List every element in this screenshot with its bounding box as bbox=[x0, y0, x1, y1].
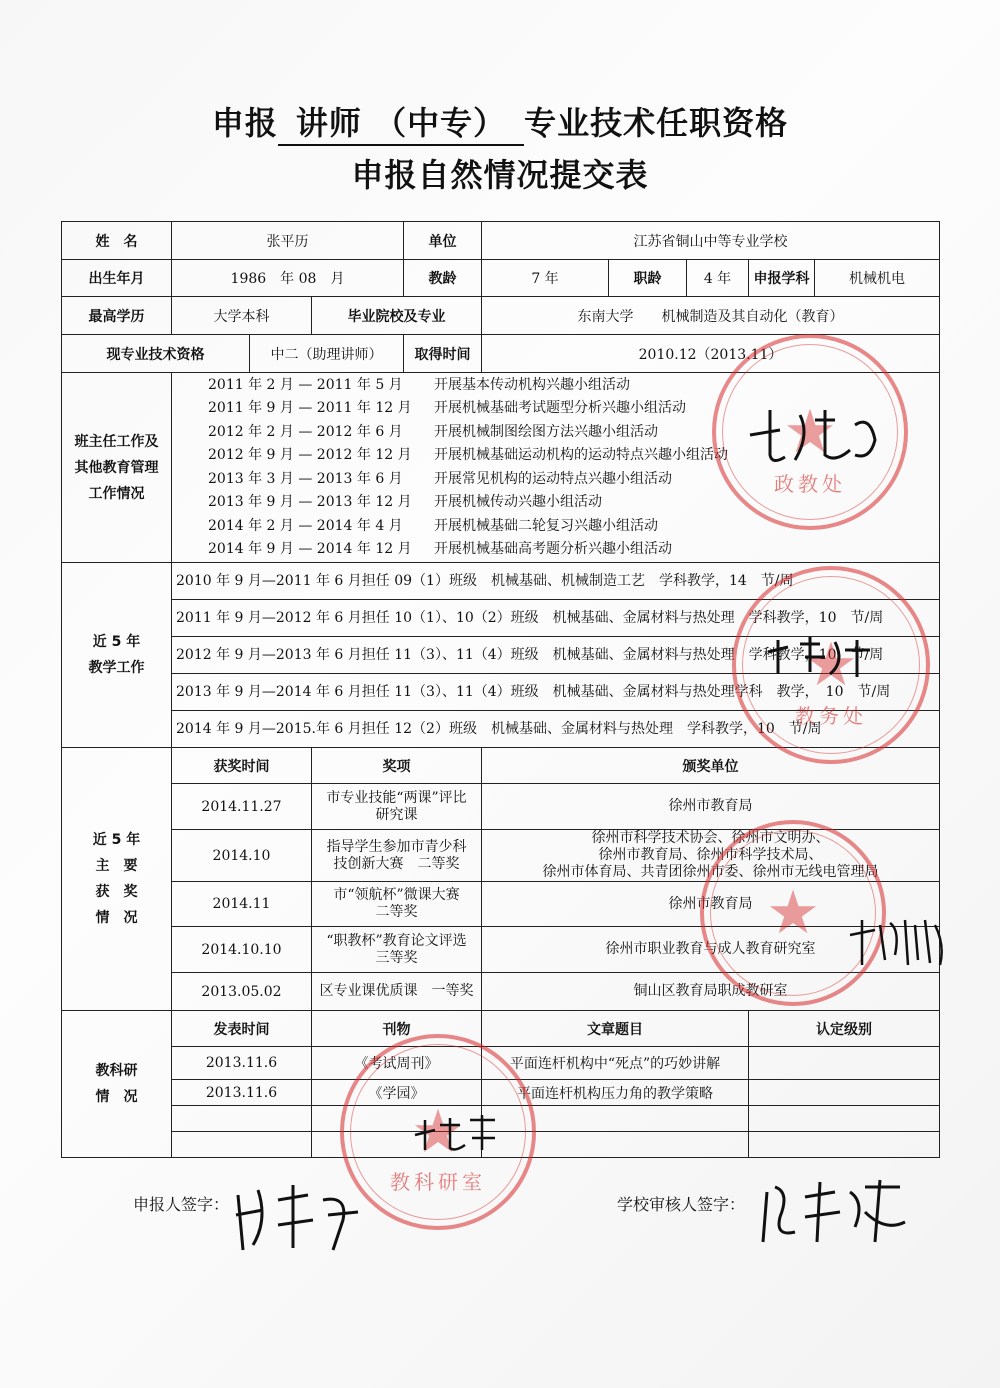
qual-time-label: 取得时间 bbox=[404, 335, 482, 373]
award-item: 市专业技能“两课”评比 研究课 bbox=[312, 784, 482, 830]
award-time: 2014.11 bbox=[172, 882, 312, 927]
qual-value: 中二（助理讲师） bbox=[250, 335, 404, 373]
form-title-line1 bbox=[0, 98, 1000, 146]
unit-label: 单位 bbox=[404, 222, 482, 260]
teach-age-value: 7 年 bbox=[482, 260, 609, 297]
awards-header-item: 奖项 bbox=[312, 748, 482, 784]
school-label: 毕业院校及专业 bbox=[312, 297, 482, 335]
awards-label: 近 5 年 主 要 获 奖 情 况 bbox=[62, 748, 172, 1011]
award-time: 2014.11.27 bbox=[172, 784, 312, 830]
activity-item: 2011 年 9 月 — 2011 年 12 月 开展机械基础考试题型分析兴趣小组活动 bbox=[208, 400, 686, 416]
edu-value: 大学本科 bbox=[172, 297, 312, 335]
title-prefix: 申报 bbox=[211, 104, 278, 142]
activity-item: 2011 年 2 月 — 2011 年 5 月 开展基本传动机构兴趣小组活动 bbox=[208, 376, 630, 393]
edu-label: 最高学历 bbox=[62, 297, 172, 335]
research-journal: 《考试周刊》 bbox=[312, 1047, 482, 1080]
red-seal-stamp: ★ 政教处 bbox=[712, 334, 908, 530]
title-position: 讲师 （中专） bbox=[278, 98, 524, 146]
research-journal: 《学园》 bbox=[312, 1080, 482, 1106]
row-name-unit bbox=[62, 222, 940, 260]
handwritten-signature bbox=[410, 1110, 500, 1155]
form-title-line2: 申报自然情况提交表 bbox=[351, 156, 649, 194]
teaching-item: 2010 年 9 月—2011 年 6 月担任 09（1）班级 机械基础、机械制造工艺 学科教学，14 节/周 bbox=[172, 563, 940, 600]
research-title: 平面连杆机构压力角的教学策略 bbox=[482, 1080, 749, 1106]
activity-item: 2014 年 2 月 — 2014 年 4 月 开展机械基础二轮复习兴趣小组活动 bbox=[208, 517, 658, 534]
award-time: 2014.10.10 bbox=[172, 927, 312, 973]
activity-item: 2012 年 2 月 — 2012 年 6 月 开展机械制图绘图方法兴趣小组活动 bbox=[208, 423, 658, 440]
red-seal-stamp: ★ 教务处 bbox=[732, 566, 930, 764]
red-seal-stamp: ★ 教科研室 bbox=[340, 1034, 536, 1230]
name-value: 张平历 bbox=[172, 222, 404, 260]
research-time: 2013.11.6 bbox=[172, 1047, 312, 1080]
research-header-time: 发表时间 bbox=[172, 1011, 312, 1047]
name-label: 姓 名 bbox=[62, 222, 172, 260]
award-item: 区专业课优质课 一等奖 bbox=[312, 973, 482, 1011]
birth-value: 1986 年 08 月 bbox=[172, 260, 404, 297]
school-value: 东南大学 机械制造及其自动化（教育） bbox=[482, 297, 940, 335]
activity-item: 2012 年 9 月 — 2012 年 12 月 开展机械基础运动机构的运动特点兴趣小组活动 bbox=[208, 447, 728, 463]
red-seal-stamp: ★ bbox=[700, 820, 886, 1006]
award-time: 2014.10 bbox=[172, 830, 312, 882]
subject-value: 机械机电 bbox=[815, 260, 940, 297]
qual-label: 现专业技术资格 bbox=[62, 335, 250, 373]
handwritten-signature bbox=[740, 395, 890, 475]
award-time: 2013.05.02 bbox=[172, 973, 312, 1011]
teach-age-label: 教龄 bbox=[404, 260, 482, 297]
unit-value: 江苏省铜山中等专业学校 bbox=[482, 222, 940, 260]
title-suffix: 专业技术任职资格 bbox=[524, 104, 789, 142]
research-header-title: 文章题目 bbox=[482, 1011, 749, 1047]
research-header-journal: 刊物 bbox=[312, 1011, 482, 1047]
qual-time-value: 2010.12（2013.11） bbox=[482, 335, 940, 373]
handwritten-signature bbox=[228, 1170, 368, 1260]
subject-label: 申报学科 bbox=[749, 260, 815, 297]
award-org: 徐州市职业教育与成人教育研究室 bbox=[482, 927, 940, 973]
teaching-item: 2012 年 9 月—2013 年 6 月担任 11（3）、11（4）班级 机械基础、金属材料与热处理 学科教学，10 节/周 bbox=[172, 637, 940, 674]
teaching-item: 2013 年 9 月—2014 年 6 月担任 11（3）、11（4）班级 机械基础、金属材料与热处理学科 教学， 10 节/周 bbox=[172, 674, 940, 711]
activities-label: 班主任工作及 其他教育管理 工作情况 bbox=[62, 373, 172, 563]
row-birth bbox=[62, 260, 940, 297]
research-label: 教科研 情 况 bbox=[62, 1011, 172, 1158]
post-age-label: 职龄 bbox=[609, 260, 687, 297]
award-item: “职教杯”教育论文评选 三等奖 bbox=[312, 927, 482, 973]
handwritten-signature bbox=[755, 1172, 915, 1252]
handwritten-signature bbox=[760, 632, 880, 682]
research-header-level: 认定级别 bbox=[749, 1011, 940, 1047]
handwritten-signature bbox=[840, 905, 960, 975]
post-age-value: 4 年 bbox=[687, 260, 749, 297]
teaching-item: 2011 年 9 月—2012 年 6 月担任 10（1）、10（2）班级 机械基础、金属材料与热处理 学科教学，10 节/周 bbox=[172, 600, 940, 637]
awards-header-time: 获奖时间 bbox=[172, 748, 312, 784]
awards-header-org: 颁奖单位 bbox=[482, 748, 940, 784]
award-item: 指导学生参加市青少科 技创新大赛 二等奖 bbox=[312, 830, 482, 882]
research-level bbox=[749, 1047, 940, 1080]
award-org: 徐州市教育局 bbox=[482, 882, 940, 927]
research-time: 2013.11.6 bbox=[172, 1080, 312, 1106]
birth-label: 出生年月 bbox=[62, 260, 172, 297]
activity-item: 2014 年 9 月 — 2014 年 12 月 开展机械基础高考题分析兴趣小组活动 bbox=[208, 541, 672, 557]
award-org: 徐州市教育局 bbox=[482, 784, 940, 830]
row-education bbox=[62, 297, 940, 335]
award-org: 徐州市科学技术协会、徐州市文明办、 徐州市教育局、徐州市科学技术局、 徐州市体育局、共青团徐州市委、徐州市无线电管理局 bbox=[482, 830, 940, 882]
award-item: 市“领航杯”微课大赛 二等奖 bbox=[312, 882, 482, 927]
research-header-row bbox=[62, 1011, 940, 1047]
activity-item: 2013 年 9 月 — 2013 年 12 月 开展机械传动兴趣小组活动 bbox=[208, 494, 602, 510]
teaching-item: 2014 年 9 月—2015.年 6 月担任 12（2）班级 机械基础、金属材料与热处理 学科教学，10 节/周 bbox=[172, 711, 940, 748]
research-level bbox=[749, 1080, 940, 1106]
teaching-label: 近 5 年 教学工作 bbox=[62, 563, 172, 748]
reviewer-signature-label: 学校审核人签字： bbox=[617, 1195, 746, 1214]
award-org: 铜山区教育局职成教研室 bbox=[482, 973, 940, 1011]
activity-item: 2013 年 3 月 — 2013 年 6 月 开展常见机构的运动特点兴趣小组活动 bbox=[208, 470, 672, 487]
applicant-signature-label: 申报人签字： bbox=[133, 1195, 230, 1214]
research-title: 平面连杆机构中“死点”的巧妙讲解 bbox=[482, 1047, 749, 1080]
